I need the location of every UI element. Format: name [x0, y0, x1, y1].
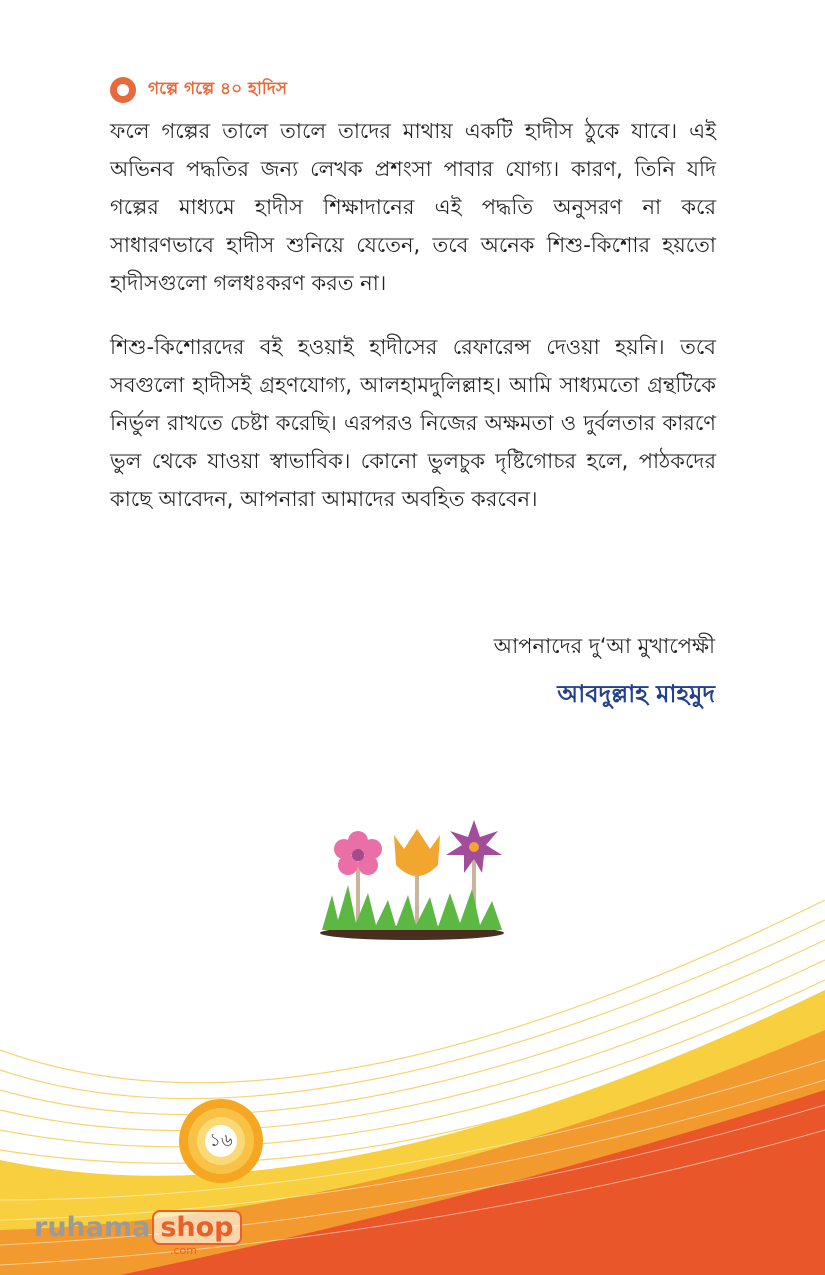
book-title: গল্পে গল্পে ৪০ হাদিস: [148, 79, 287, 99]
brand-part-2: shop: [152, 1210, 241, 1245]
brand-watermark: [34, 1210, 242, 1257]
brand-part-1: ruhama: [34, 1212, 151, 1243]
circle-bullet-icon: [110, 77, 136, 103]
paragraph-2: শিশু-কিশোরদের বই হওয়াই হাদীসের রেফারেন্স দেওয়া হয়নি। তবে সবগুলো হাদীসই গ্রহণযোগ্য, আলহামদুলিল্লাহ। আমি সাধ্যমতো গ্রন্থটিকে নির্ভুল রাখতে চেষ্টা করেছি। এরপরও নিজের অক্ষমতা ও দুর্বলতার কারণে ভুল থেকে যাওয়া স্বাভাবিক। কোনো ভুলচুক দৃষ্টিগোচর হলে, পাঠকদের কাছে আবেদন, আপনারা আমাদের অবহিত করবেন।: [110, 335, 716, 511]
closing-line: আপনাদের দু‘আ মুখাপেক্ষী: [493, 634, 715, 658]
page-number: ১৬: [209, 1129, 233, 1151]
brand-domain: .com: [170, 1244, 197, 1257]
running-header: [110, 76, 287, 104]
author-name: আবদুল্লাহ মাহমুদ: [557, 680, 715, 708]
paragraph-1: ফলে গল্পের তালে তালে তাদের মাথায় একটি হাদীস ঠুকে যাবে। এই অভিনব পদ্ধতির জন্য লেখক প্রশংসা পাবার যোগ্য। কারণ, তিনি যদি গল্পের মাধ্যমে হাদীস শিক্ষাদানের এই পদ্ধতি অনুসরণ না করে সাধারণভাবে হাদীস শুনিয়ে যেতেন, তবে অনেক শিশু-কিশোর হয়তো হাদীসগুলো গলধঃকরণ করত না।: [110, 119, 716, 295]
